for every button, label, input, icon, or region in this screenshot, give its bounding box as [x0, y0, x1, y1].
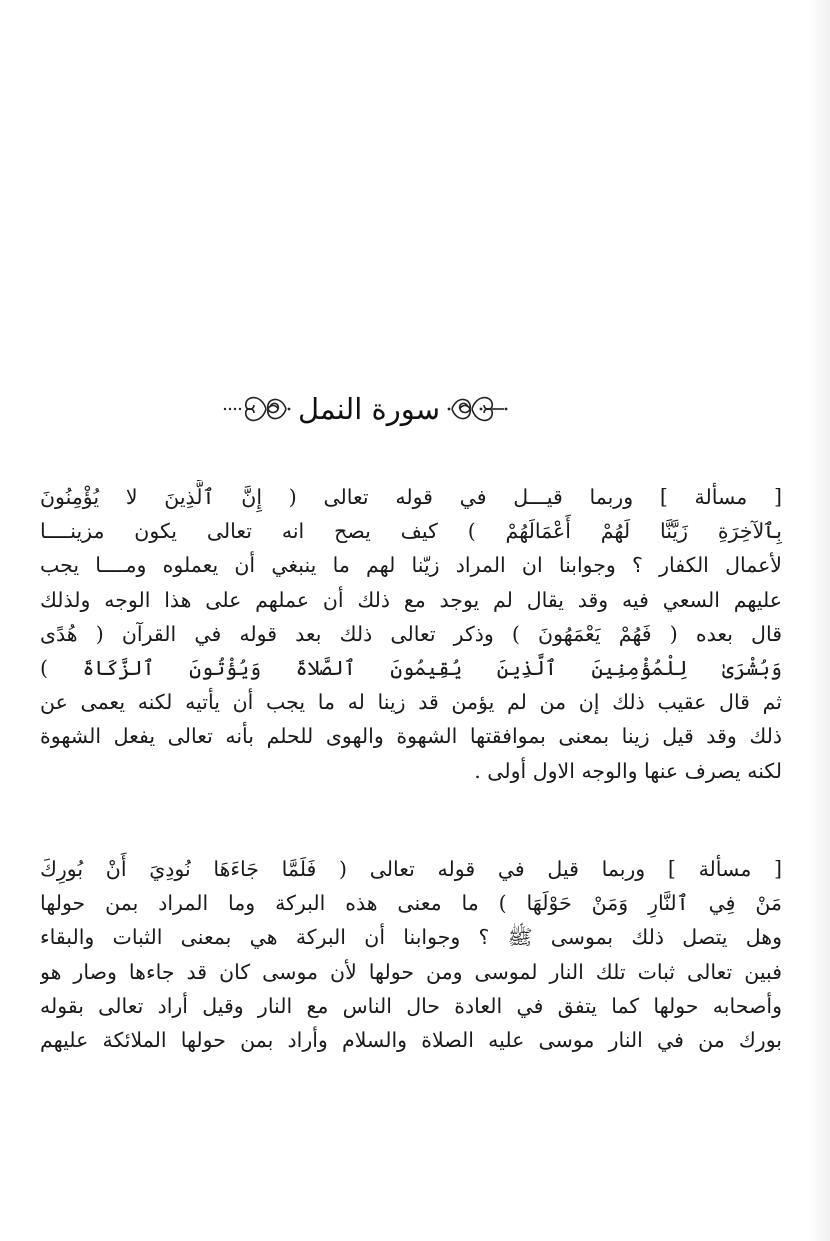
text-line: وأصحابه حولها كما يتفق في العادة حال الناس مع النار وقيل أراد تعالى بقوله [40, 993, 782, 1018]
text-line: مَنْ فِي ٱلنَّارِ وَمَنْ حَوْلَهَا ) ما معنى هذه البركة وما المراد بمن حولها [40, 891, 782, 916]
text-line: عليهم السعي فيه وقد يقال لم يوجد مع ذلك أن عملهم على هذا الوجه ولذلك [40, 587, 782, 612]
text-line: وَبُشْرَىٰ لِلْمُؤْمِنِينَ ٱلَّذِينَ يُقِيمُونَ ٱلصَّلاةَ وَيُؤْتُونَ ٱلزَّكَاةَ ) [40, 655, 782, 680]
text-line: ثم قال عقيب ذلك إن من لم يؤمن قد زينا له ما يجب أن يأتيه لكنه يعمى عن [40, 690, 782, 715]
page-edge-shadow [808, 0, 830, 1241]
paragraph-1 [40, 480, 782, 788]
left-ornament-icon [222, 389, 292, 429]
text-line: قال بعده ( فَهُمْ يَعْمَهُونَ ) وذكر تعالى ذلك بعد قوله في القرآن ( هُدًى [40, 621, 782, 646]
paragraph-2 [40, 852, 782, 1057]
surah-heading [230, 380, 500, 438]
text-line: وهل يتصل ذلك بموسى ﷺ ؟ وجوابنا أن البركة هي بمعنى الثبات والبقاء [40, 925, 782, 950]
surah-title: سورة النمل [297, 391, 441, 426]
text-line: بِٱلآخِرَةِ زَيَّنَّا لَهُمْ أَعْمَالَهُمْ ) كيف يصح انه تعالى يكون مزينــــا [40, 519, 782, 544]
text-line: فبين تعالى ثبات تلك النار لموسى ومن حولها لأن موسى كان قد جاءها وصار هو [40, 959, 782, 984]
text-line: لأعمال الكفار ؟ وجوابنا ان المراد زيّنا لهم ما ينبغي أن يعملوه ومــــا يجب [40, 553, 782, 578]
right-ornament-icon [446, 389, 508, 429]
text-line: ذلك وقد قيل زينا بمعنى بموافقتها الشهوة والهوى للحلم بأنه تعالى يفعل الشهوة [40, 724, 782, 749]
text-line: [ مسألة ] وربما قيل في قوله تعالى ( فَلَمَّا جَاءَهَا نُودِيَ أَنْ بُورِكَ [40, 857, 782, 881]
text-line: [ مسألة ] وربما قيـــل في قوله تعالى ( إِنَّ ٱلَّذِينَ لا يُؤْمِنُونَ [40, 485, 782, 509]
text-line: لكنه يصرف عنها والوجه الاول أولى . [474, 758, 782, 783]
text-line: بورك من في النار موسى عليه الصلاة والسلام وأراد بمن حولها الملائكة عليهم [40, 1027, 782, 1052]
